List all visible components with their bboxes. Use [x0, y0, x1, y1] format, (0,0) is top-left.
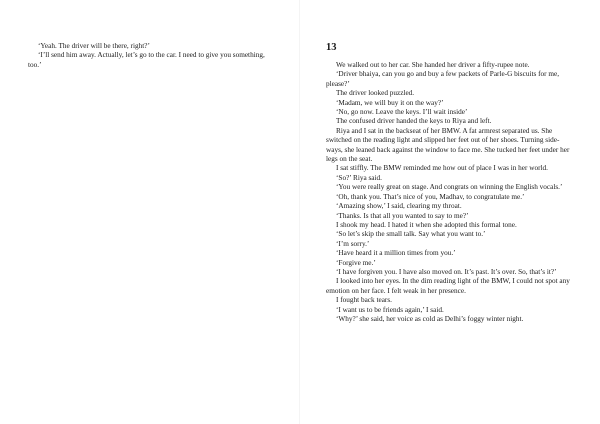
- paragraph: ‘So?’ Riya said.: [336, 173, 382, 182]
- paragraph: ‘I’ll send him away. Actually, let’s go to the car. I need to give you something, too.’: [28, 51, 265, 69]
- paragraph: ‘So let’s skip the small talk. Say what you want to.’: [336, 230, 486, 239]
- paragraph: ‘No, go now. Leave the keys. I’ll wait inside’: [336, 108, 468, 117]
- paragraph: ‘Driver bhaiya, can you go and buy a few packets of Parle-G biscuits for me, please?’: [326, 70, 560, 88]
- paragraph: ‘Amazing show,’ I said, clearing my throat.: [336, 202, 462, 211]
- paragraph: ‘I want us to be friends again,’ I said.: [336, 305, 444, 314]
- paragraph: ‘Madam, we will buy it on the way?’: [336, 98, 444, 107]
- paragraph: ‘Why?’ she said, her voice as cold as Delhi’s foggy winter night.: [336, 314, 524, 323]
- paragraph: ‘Yeah. The driver will be there, right?’: [38, 42, 150, 50]
- paragraph: I looked into her eyes. In the dim reading light of the BMW, I could not spot any emotion on her face. I felt weak in her presence.: [326, 277, 570, 295]
- paragraph: The driver looked puzzled.: [336, 89, 415, 98]
- paragraph: Riya and I sat in the backseat of her BMW. A fat armrest separated us. She switched on the reading light and slipped her feet out of her shoes. Turning side-ways, she leaned back against the window to face me. She tucked her feet under her legs on the seat.: [326, 126, 570, 164]
- right-page-text: [326, 42, 574, 324]
- paragraph: ‘Thanks. Is that all you wanted to say to me?’: [336, 211, 469, 220]
- paragraph: ‘Oh, thank you. That’s nice of you, Madhav, to congratulate me.’: [336, 192, 525, 201]
- paragraph: ‘I’m sorry.’: [336, 239, 370, 248]
- right-page: [300, 0, 600, 424]
- paragraph: I fought back tears.: [336, 296, 392, 305]
- paragraph: I sat stiffly. The BMW reminded me how out of place I was in her world.: [336, 164, 548, 173]
- left-page-text: [28, 42, 274, 70]
- paragraph: We walked out to her car. She handed her driver a fifty-rupee note.: [336, 61, 530, 69]
- paragraph: The confused driver handed the keys to Riya and left.: [336, 117, 492, 126]
- paragraph: I shook my head. I hated it when she adopted this formal tone.: [336, 220, 517, 229]
- paragraph: ‘I have forgiven you. I have also moved on. It’s past. It’s over. So, that’s it?’: [336, 267, 557, 276]
- paragraph: ‘Have heard it a million times from you.’: [336, 249, 456, 258]
- chapter-number: 13: [326, 42, 337, 53]
- paragraph: ‘Forgive me.’: [336, 258, 376, 267]
- paragraph: ‘You were really great on stage. And congrats on winning the English vocals.’: [336, 183, 563, 192]
